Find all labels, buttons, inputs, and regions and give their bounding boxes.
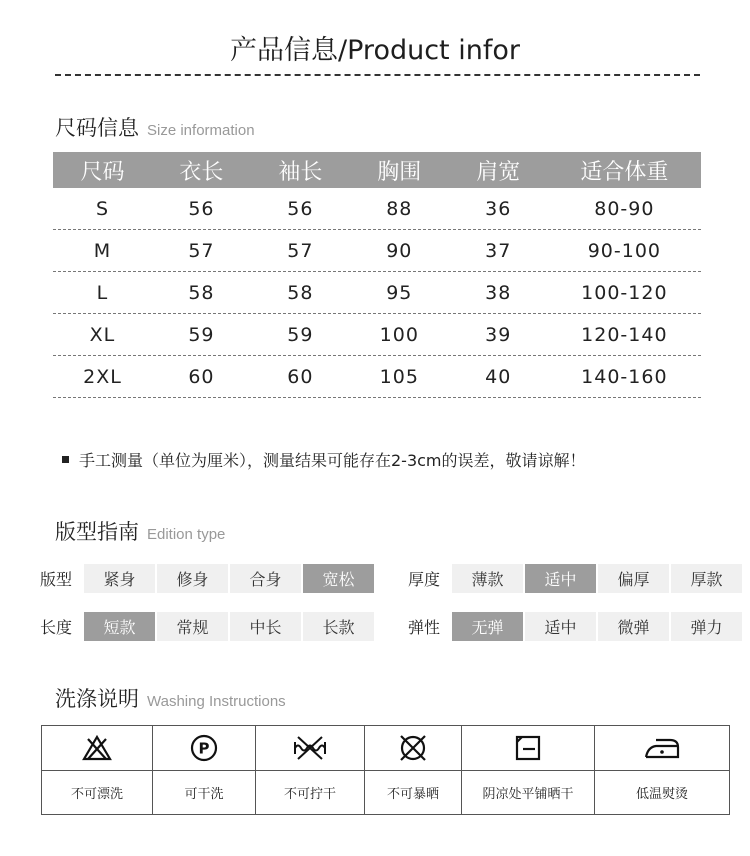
washing-label: 不可拧干: [283, 787, 336, 802]
length-option: 长款: [303, 612, 374, 641]
edition-heading-en: Edition type: [147, 526, 226, 543]
table-cell: 59: [287, 323, 314, 346]
elasticity-label: 弹性: [408, 617, 441, 637]
edition-row-length: [40, 611, 376, 641]
header-cell: 尺码: [80, 159, 125, 185]
size-heading-en: Size information: [147, 122, 255, 139]
edition-row-thickness: [408, 563, 744, 593]
elasticity-option: 适中: [525, 612, 596, 641]
table-cell: L: [96, 281, 109, 304]
length-option: 中长: [230, 612, 301, 641]
washing-label: 不可暴晒: [386, 787, 439, 802]
table-cell: 88: [386, 197, 413, 220]
fit-option: 紧身: [84, 564, 155, 593]
table-cell: 37: [485, 239, 512, 262]
table-row: [53, 356, 701, 398]
size-table: [53, 152, 701, 398]
table-cell: 60: [188, 365, 215, 388]
table-cell: 40: [485, 365, 512, 388]
washing-label: 低温熨烫: [635, 787, 688, 802]
no-tumble-dry-icon: [365, 726, 461, 771]
table-row: [53, 230, 701, 272]
table-cell: 140-160: [581, 365, 668, 388]
size-table-header: [53, 152, 701, 188]
svg-text:P: P: [198, 739, 210, 758]
washing-heading-en: Washing Instructions: [147, 693, 286, 710]
fit-option: 合身: [230, 564, 301, 593]
table-cell: 80-90: [594, 197, 655, 220]
washing-item: [42, 726, 153, 814]
table-cell: 58: [287, 281, 314, 304]
table-cell: 120-140: [581, 323, 668, 346]
page-title: 产品信息/Product infor: [230, 35, 520, 66]
washing-heading-zh: 洗涤说明: [55, 687, 139, 711]
table-cell: 90: [386, 239, 413, 262]
table-cell: 100-120: [581, 281, 668, 304]
washing-label: 阴凉处平铺晒干: [482, 787, 574, 802]
iron-low-icon: [595, 726, 729, 771]
washing-item: [256, 726, 365, 814]
washing-item: [462, 726, 595, 814]
size-section-heading: [55, 112, 255, 142]
thickness-option: 厚款: [671, 564, 742, 593]
header-cell: 适合体重: [580, 159, 669, 185]
table-row: [53, 272, 701, 314]
note-text: 手工测量（单位为厘米），测量结果可能存在2-3cm的误差，敬请谅解！: [79, 451, 586, 470]
elasticity-option: 微弹: [598, 612, 669, 641]
washing-table: [41, 725, 730, 815]
table-cell: 2XL: [83, 365, 122, 388]
table-row: [53, 188, 701, 230]
table-cell: 56: [287, 197, 314, 220]
washing-label: 不可漂洗: [70, 787, 123, 802]
fit-option: 宽松: [303, 564, 374, 593]
table-cell: 90-100: [587, 239, 662, 262]
length-option: 常规: [157, 612, 228, 641]
no-bleach-icon: [42, 726, 152, 771]
edition-section-heading: [55, 516, 225, 546]
table-cell: 57: [287, 239, 314, 262]
thickness-label: 厚度: [408, 569, 441, 589]
table-cell: S: [95, 197, 109, 220]
edition-heading-zh: 版型指南: [55, 520, 139, 544]
table-cell: 58: [188, 281, 215, 304]
table-cell: M: [93, 239, 112, 262]
table-row: [53, 314, 701, 356]
edition-row-fit: [40, 563, 376, 593]
table-cell: 100: [379, 323, 419, 346]
table-cell: XL: [89, 323, 116, 346]
header-cell: 衣长: [179, 159, 224, 185]
dry-clean-icon: [153, 726, 255, 771]
thickness-option: 偏厚: [598, 564, 669, 593]
length-label: 长度: [40, 617, 73, 637]
header-cell: 胸围: [377, 159, 422, 185]
bullet-icon: [62, 456, 69, 463]
table-cell: 59: [188, 323, 215, 346]
table-cell: 105: [379, 365, 419, 388]
title-divider: [55, 74, 700, 76]
washing-section-heading: [55, 683, 286, 713]
fit-label: 版型: [40, 569, 73, 589]
header-cell: 袖长: [278, 159, 323, 185]
table-cell: 95: [386, 281, 413, 304]
length-option: 短款: [84, 612, 155, 641]
edition-row-elasticity: [408, 611, 744, 641]
washing-item: [595, 726, 729, 814]
washing-item: [153, 726, 256, 814]
table-cell: 56: [188, 197, 215, 220]
measurement-note: [62, 448, 586, 471]
table-cell: 39: [485, 323, 512, 346]
dry-flat-shade-icon: [462, 726, 594, 771]
table-cell: 60: [287, 365, 314, 388]
header-cell: 肩宽: [476, 159, 521, 185]
no-wring-icon: [256, 726, 364, 771]
table-cell: 38: [485, 281, 512, 304]
size-heading-zh: 尺码信息: [55, 116, 139, 140]
elasticity-option: 弹力: [671, 612, 742, 641]
fit-option: 修身: [157, 564, 228, 593]
washing-label: 可干洗: [184, 787, 224, 802]
thickness-option: 薄款: [452, 564, 523, 593]
table-cell: 57: [188, 239, 215, 262]
elasticity-option: 无弹: [452, 612, 523, 641]
thickness-option: 适中: [525, 564, 596, 593]
washing-item: [365, 726, 462, 814]
table-cell: 36: [485, 197, 512, 220]
